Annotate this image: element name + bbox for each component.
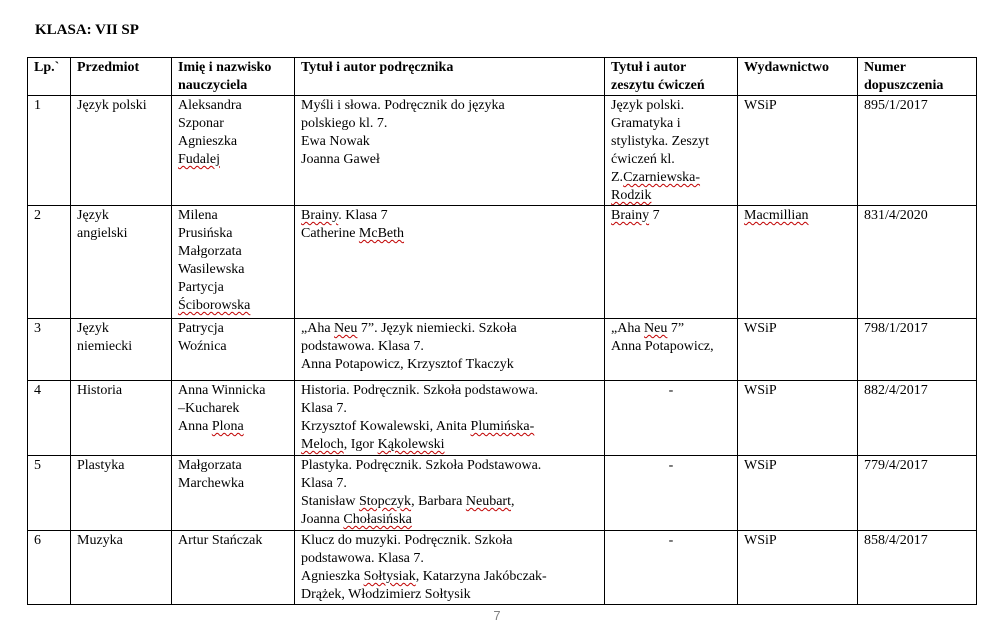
- teacher-cell-line: Anna Plona: [178, 419, 244, 434]
- teacher-cell-line: Szponar: [178, 116, 224, 131]
- textbook-cell-line: Klasa 7.: [301, 401, 347, 416]
- teacher-cell: [172, 319, 295, 381]
- teacher-cell-line: Marchewka: [178, 476, 245, 491]
- page-number: 7: [493, 608, 501, 623]
- publisher-cell: WSiP: [738, 531, 858, 605]
- teacher-cell-line: Anna Winnicka: [178, 383, 266, 398]
- workbook-cell-line: Język polski.: [611, 98, 685, 113]
- table-row: [28, 96, 977, 206]
- approval-cell: 882/4/2017: [858, 381, 977, 456]
- approval-cell: 779/4/2017: [858, 456, 977, 531]
- lp-cell: 2: [28, 206, 71, 319]
- textbook-cell-line: Catherine McBeth: [301, 226, 405, 241]
- workbook-cell: [605, 456, 738, 531]
- teacher-cell-line: Milena: [178, 208, 218, 223]
- teacher-cell: [172, 381, 295, 456]
- workbook-cell: [605, 381, 738, 456]
- textbook-cell-line: Joanna Chołasińska: [301, 512, 412, 527]
- subject-cell-line: Historia: [77, 383, 123, 398]
- textbook-cell-line: Plastyka. Podręcznik. Szkoła Podstawowa.: [301, 458, 542, 473]
- header-lp: Lp.`: [28, 58, 71, 96]
- header-approval-line2: dopuszczenia: [864, 78, 944, 93]
- subject-cell: [71, 96, 172, 206]
- textbook-cell-line: Stanisław Stopczyk, Barbara Neubart,: [301, 494, 515, 509]
- subject-cell-line: Język: [77, 321, 109, 336]
- textbook-table: [27, 57, 977, 605]
- workbook-cell-line: Z.Czarniewska-: [611, 170, 701, 185]
- table-row: [28, 319, 977, 381]
- teacher-cell-line: Wasilewska: [178, 262, 245, 277]
- approval-cell: 831/4/2020: [858, 206, 977, 319]
- workbook-cell: [605, 96, 738, 206]
- header-approval-line1: Numer: [864, 60, 906, 75]
- textbook-cell-line: Ewa Nowak: [301, 134, 370, 149]
- header-teacher-line1: Imię i nazwisko: [178, 60, 272, 75]
- workbook-cell-line: Brainy 7: [611, 208, 660, 223]
- teacher-cell-line: Fudalej: [178, 152, 220, 167]
- lp-cell: 4: [28, 381, 71, 456]
- table-body: [28, 96, 977, 605]
- header-subject: Przedmiot: [71, 58, 172, 96]
- approval-cell: 798/1/2017: [858, 319, 977, 381]
- publisher-cell: WSiP: [738, 456, 858, 531]
- publisher-cell: Macmillian: [738, 206, 858, 319]
- workbook-cell-line: -: [668, 533, 674, 548]
- workbook-cell-line: stylistyka. Zeszyt: [611, 134, 709, 149]
- teacher-cell: [172, 96, 295, 206]
- subject-cell: [71, 381, 172, 456]
- textbook-cell-line: Klucz do muzyki. Podręcznik. Szkoła: [301, 533, 513, 548]
- lp-cell: 5: [28, 456, 71, 531]
- approval-cell: 895/1/2017: [858, 96, 977, 206]
- textbook-cell-line: Historia. Podręcznik. Szkoła podstawowa.: [301, 383, 539, 398]
- textbook-cell-line: Krzysztof Kowalewski, Anita Plumińska-: [301, 419, 535, 434]
- workbook-cell-line: Rodzik: [611, 188, 652, 203]
- workbook-cell-line: Gramatyka i: [611, 116, 681, 131]
- textbook-cell-line: Meloch, Igor Kąkolewski: [301, 437, 445, 452]
- table-row: [28, 456, 977, 531]
- lp-cell: 1: [28, 96, 71, 206]
- textbook-cell: [295, 381, 605, 456]
- lp-cell: 6: [28, 531, 71, 605]
- subject-cell-line: Muzyka: [77, 533, 123, 548]
- teacher-cell-line: Prusińska: [178, 226, 233, 241]
- header-workbook: [605, 58, 738, 96]
- textbook-cell-line: Myśli i słowa. Podręcznik do języka: [301, 98, 505, 113]
- workbook-cell-line: „Aha Neu 7”: [611, 321, 685, 336]
- workbook-cell: [605, 531, 738, 605]
- textbook-cell: [295, 531, 605, 605]
- header-publisher: Wydawnictwo: [738, 58, 858, 96]
- teacher-cell-line: Aleksandra: [178, 98, 242, 113]
- textbook-cell: [295, 456, 605, 531]
- subject-cell: [71, 206, 172, 319]
- subject-cell-line: Język: [77, 208, 109, 223]
- header-workbook-line2: zeszytu ćwiczeń: [611, 78, 705, 93]
- subject-cell-line: angielski: [77, 226, 128, 241]
- workbook-cell-line: -: [668, 383, 674, 398]
- textbook-cell-line: „Aha Neu 7”. Język niemiecki. Szkoła: [301, 321, 517, 336]
- textbook-cell-line: podstawowa. Klasa 7.: [301, 339, 424, 354]
- subject-cell: [71, 456, 172, 531]
- header-teacher-line2: nauczyciela: [178, 78, 248, 93]
- publisher-cell: WSiP: [738, 319, 858, 381]
- workbook-cell: [605, 206, 738, 319]
- teacher-cell-line: Ściborowska: [178, 298, 251, 313]
- teacher-cell-line: Agnieszka: [178, 134, 238, 149]
- header-workbook-line1: Tytuł i autor: [611, 60, 687, 75]
- workbook-cell-line: -: [668, 458, 674, 473]
- textbook-cell-line: Klasa 7.: [301, 476, 347, 491]
- teacher-cell: [172, 456, 295, 531]
- header-textbook: Tytuł i autor podręcznika: [295, 58, 605, 96]
- teacher-cell: [172, 206, 295, 319]
- teacher-cell-line: Patrycja: [178, 321, 224, 336]
- teacher-cell-line: Małgorzata: [178, 458, 242, 473]
- subject-cell: [71, 319, 172, 381]
- textbook-cell-line: podstawowa. Klasa 7.: [301, 551, 424, 566]
- textbook-cell-line: Brainy. Klasa 7: [301, 208, 388, 223]
- approval-cell: 858/4/2017: [858, 531, 977, 605]
- table-row: [28, 206, 977, 319]
- subject-cell-line: niemiecki: [77, 339, 133, 354]
- teacher-cell-line: Partycja: [178, 280, 224, 295]
- textbook-cell: [295, 96, 605, 206]
- header-approval: [858, 58, 977, 96]
- textbook-cell-line: Drążek, Włodzimierz Sołtysik: [301, 587, 471, 602]
- teacher-cell-line: –Kucharek: [178, 401, 240, 416]
- textbook-cell-line: Joanna Gaweł: [301, 152, 380, 167]
- table-row: [28, 381, 977, 456]
- textbook-cell: [295, 206, 605, 319]
- textbook-cell-line: Agnieszka Sołtysiak, Katarzyna Jakóbczak-: [301, 569, 547, 584]
- textbook-cell-line: polskiego kl. 7.: [301, 116, 388, 131]
- header-teacher: [172, 58, 295, 96]
- textbook-cell: [295, 319, 605, 381]
- teacher-cell-line: Artur Stańczak: [178, 533, 263, 548]
- workbook-cell-line: Anna Potapowicz,: [611, 339, 714, 354]
- table-row: [28, 531, 977, 605]
- page-title: KLASA: VII SP: [35, 22, 139, 38]
- workbook-cell: [605, 319, 738, 381]
- subject-cell-line: Plastyka: [77, 458, 125, 473]
- publisher-cell: WSiP: [738, 381, 858, 456]
- subject-cell-line: Język polski: [77, 98, 147, 113]
- textbook-cell-line: Anna Potapowicz, Krzysztof Tkaczyk: [301, 357, 514, 372]
- teacher-cell-line: Woźnica: [178, 339, 227, 354]
- lp-cell: 3: [28, 319, 71, 381]
- publisher-cell: WSiP: [738, 96, 858, 206]
- workbook-cell-line: ćwiczeń kl.: [611, 152, 675, 167]
- teacher-cell: [172, 531, 295, 605]
- table-header-row: [28, 58, 977, 96]
- teacher-cell-line: Małgorzata: [178, 244, 242, 259]
- subject-cell: [71, 531, 172, 605]
